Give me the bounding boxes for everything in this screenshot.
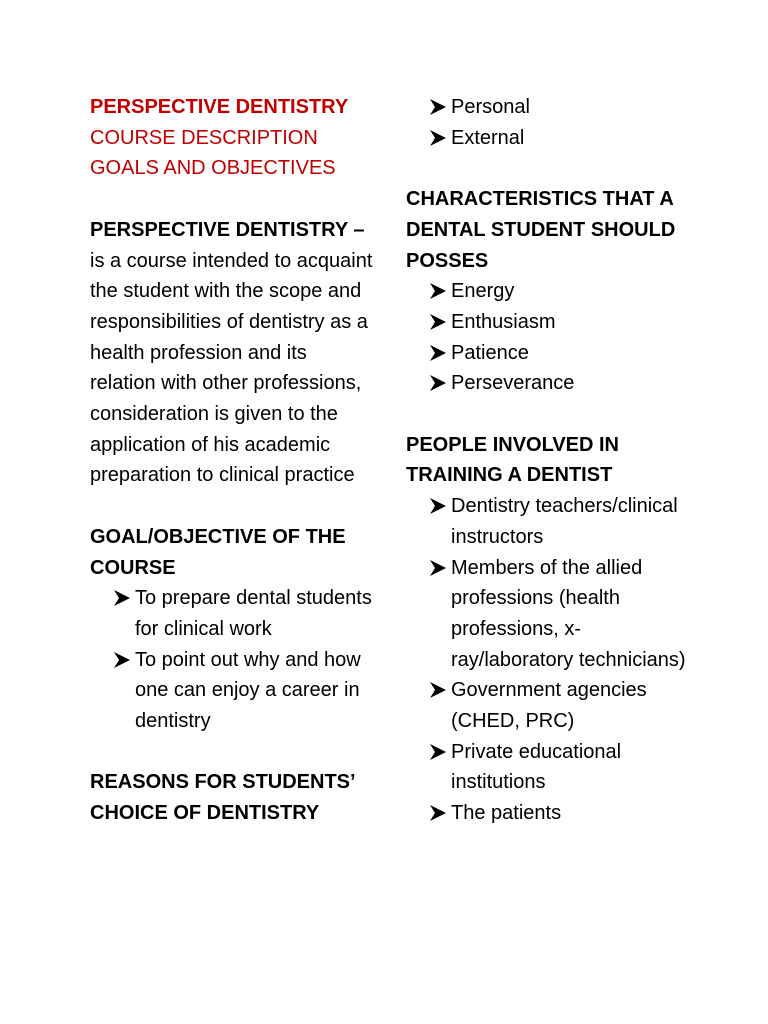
arrowhead-bullet-icon xyxy=(113,645,133,675)
definition-paragraph xyxy=(90,215,375,491)
arrowhead-bullet-icon xyxy=(429,553,449,583)
people-heading: PEOPLE INVOLVED IN TRAINING A DENTIST xyxy=(406,433,619,487)
arrowhead-bullet-icon xyxy=(113,583,133,613)
list-item: To prepare dental students for clinical work xyxy=(90,583,375,644)
list-item: Government agencies (CHED, PRC) xyxy=(406,675,696,736)
list-item: To point out why and how one can enjoy a career in dentistry xyxy=(90,645,375,737)
arrowhead-bullet-icon xyxy=(429,276,449,306)
left-column xyxy=(90,92,375,829)
right-column xyxy=(406,92,696,829)
arrowhead-bullet-icon xyxy=(429,92,449,122)
document-subtitle: COURSE DESCRIPTION GOALS AND OBJECTIVES xyxy=(90,126,336,180)
list-item: Perseverance xyxy=(406,368,696,399)
arrowhead-bullet-icon xyxy=(429,491,449,521)
arrowhead-bullet-icon xyxy=(429,737,449,767)
list-item: Members of the allied professions (health professions, x-ray/laboratory technicians) xyxy=(406,553,696,676)
list-item: Enthusiasm xyxy=(406,307,696,338)
list-item: Energy xyxy=(406,276,696,307)
characteristics-heading: CHARACTERISTICS THAT A DENTAL STUDENT SHOULD POSSES xyxy=(406,188,676,272)
arrowhead-bullet-icon xyxy=(429,368,449,398)
list-item: The patients xyxy=(406,798,696,829)
goal-heading: GOAL/OBJECTIVE OF THE COURSE xyxy=(90,525,346,579)
arrowhead-bullet-icon xyxy=(429,338,449,368)
reasons-list xyxy=(406,92,696,153)
reasons-heading: REASONS FOR STUDENTS’ CHOICE OF DENTISTRY xyxy=(90,771,355,825)
definition-text: is a course intended to acquaint the student with the scope and responsibilities of dentistry as a health profession and its relation with other professions, consideration is given to the application of his academic preparation to clinical practice xyxy=(90,249,373,487)
arrowhead-bullet-icon xyxy=(429,675,449,705)
arrowhead-bullet-icon xyxy=(429,307,449,337)
characteristics-list xyxy=(406,276,696,399)
list-item: Personal xyxy=(406,92,696,123)
arrowhead-bullet-icon xyxy=(429,798,449,828)
list-item: External xyxy=(406,123,696,154)
arrowhead-bullet-icon xyxy=(429,123,449,153)
list-item: Patience xyxy=(406,338,696,369)
people-list xyxy=(406,491,696,829)
list-item: Private educational institutions xyxy=(406,737,696,798)
list-item: Dentistry teachers/clinical instructors xyxy=(406,491,696,552)
document-title: PERSPECTIVE DENTISTRY xyxy=(90,96,349,118)
definition-term: PERSPECTIVE DENTISTRY – xyxy=(90,218,365,241)
goal-list xyxy=(90,583,375,737)
